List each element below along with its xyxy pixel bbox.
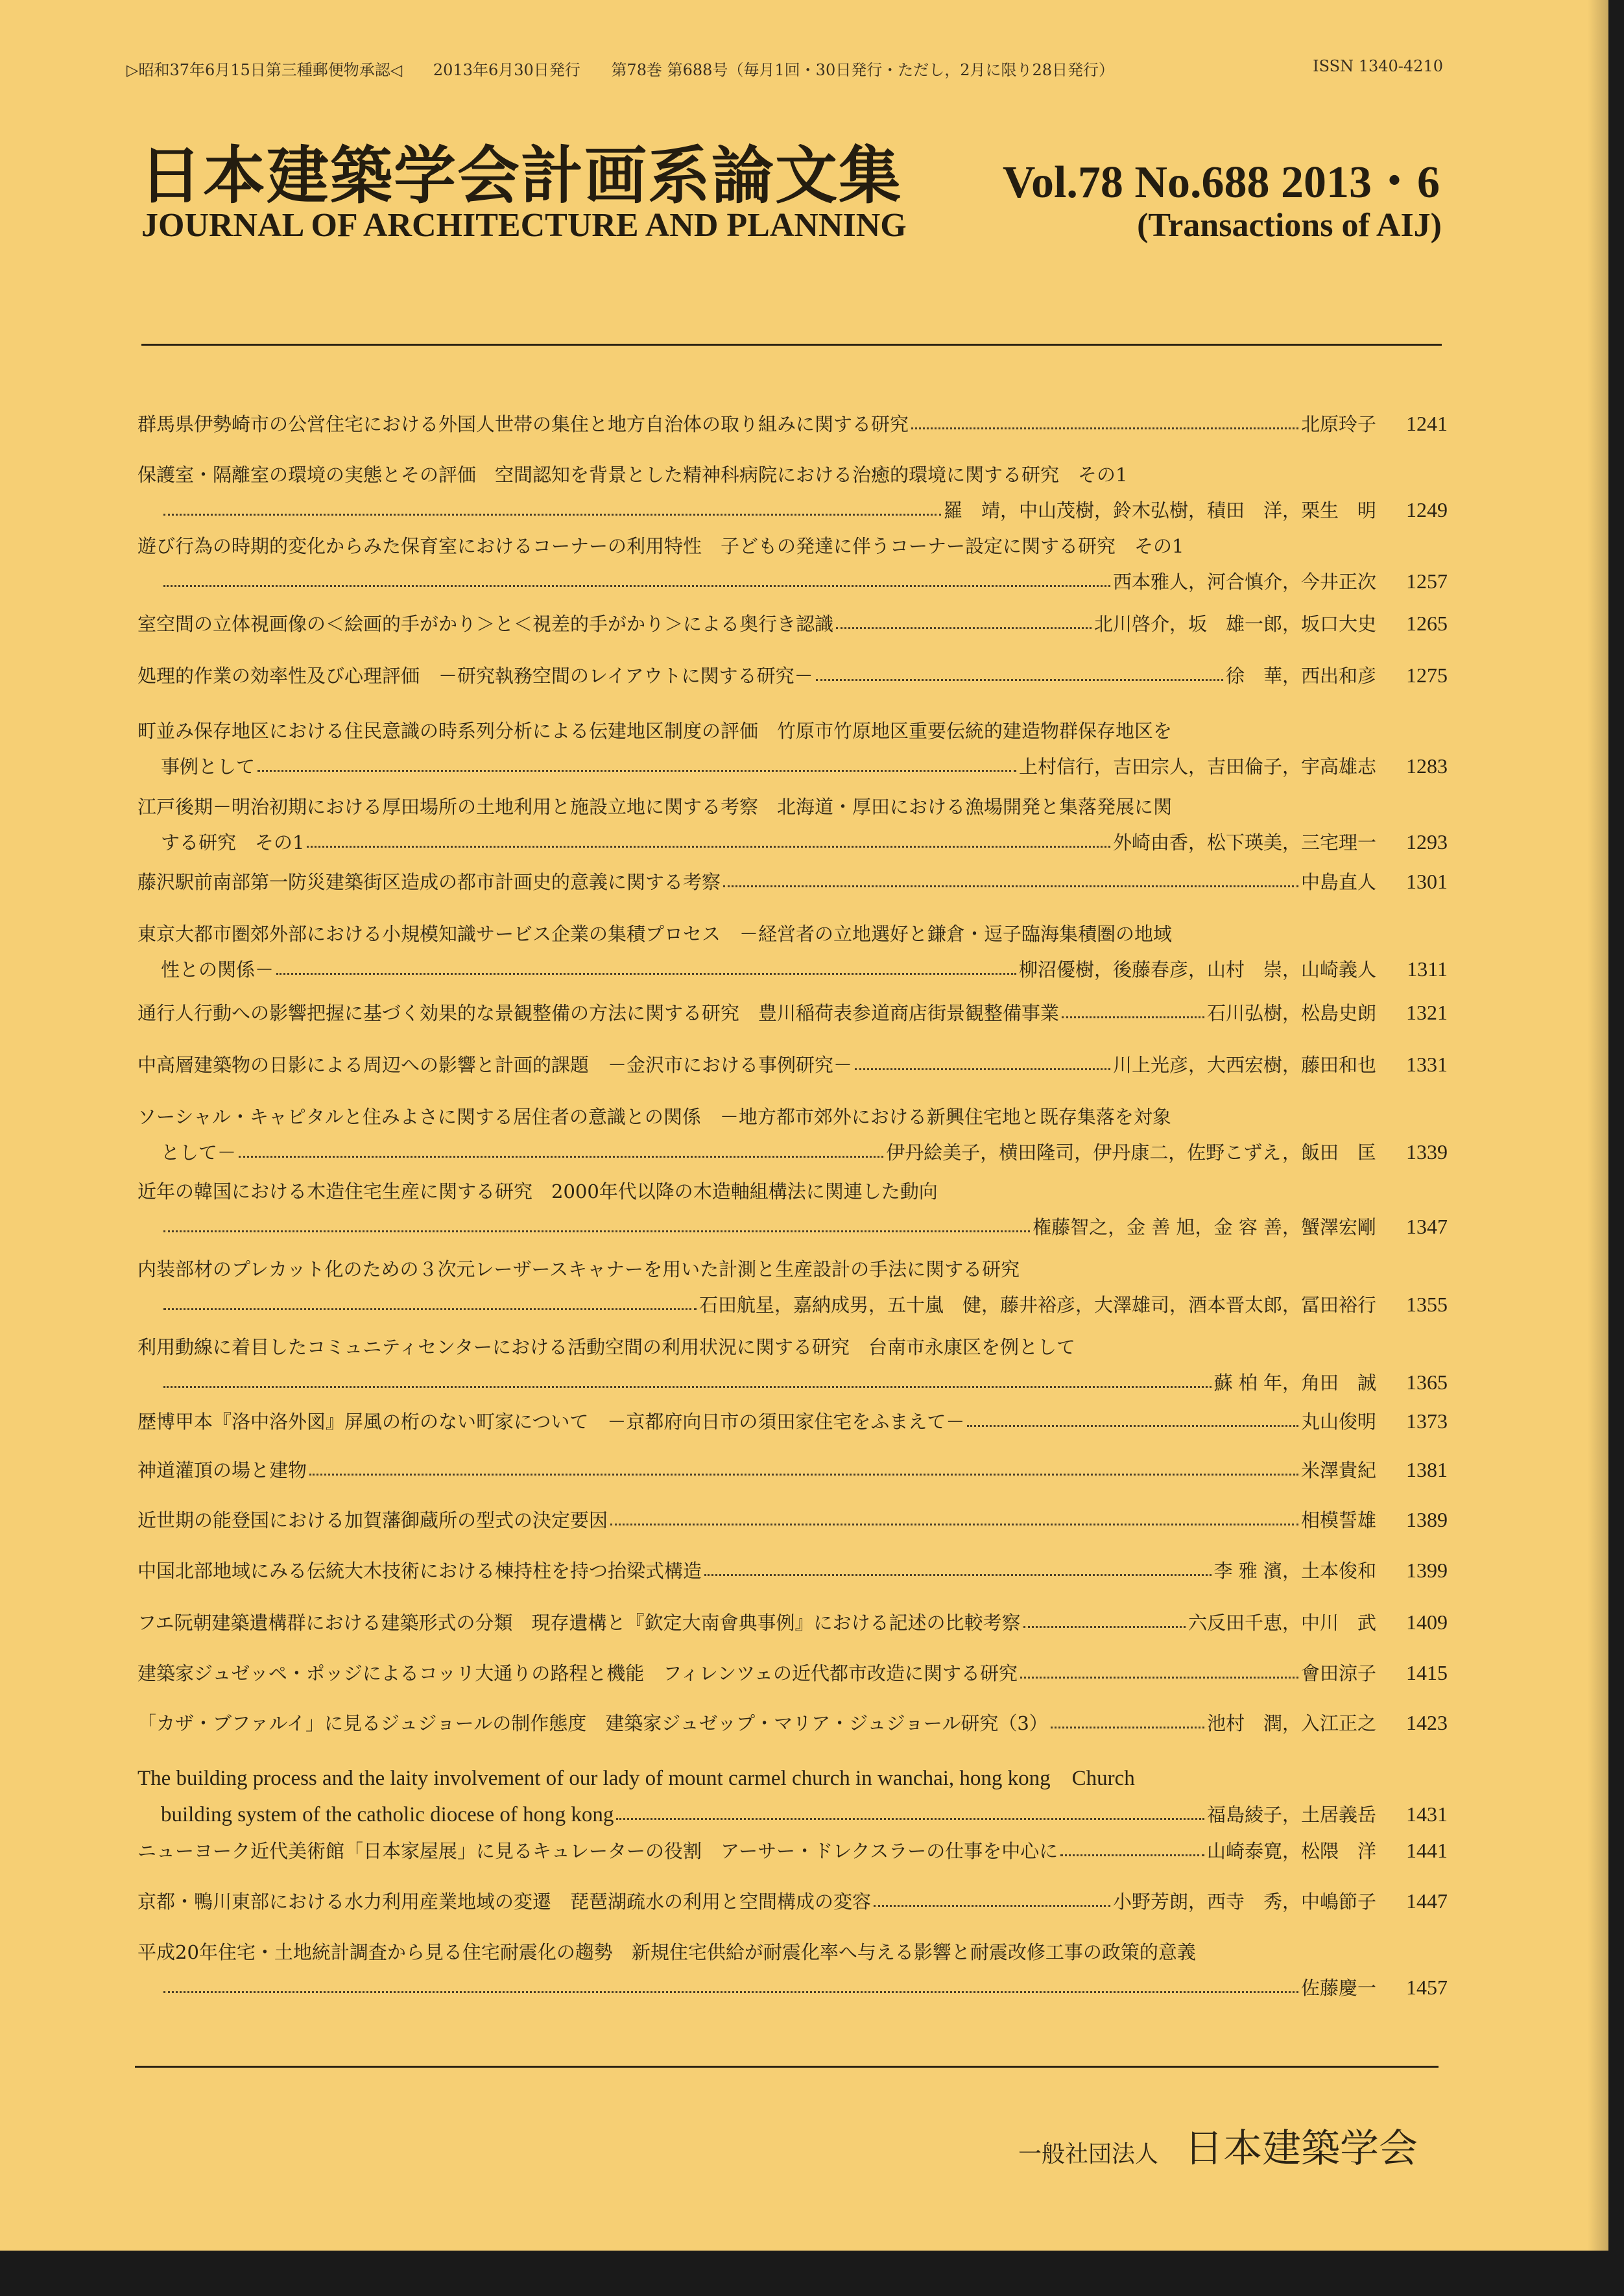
toc-entry-line [137, 1369, 1448, 1395]
journal-title-en [141, 206, 1442, 245]
toc-entry-line [137, 1800, 1448, 1827]
leader-dots [163, 514, 941, 516]
volume-number: Vol.78 No.688 2013・6 [1002, 158, 1440, 208]
toc-title: 遊び行為の時期的変化からみた保育室におけるコーナーの利用特性 子どもの発達に伴うコーナー設定に関する研究 その1 [137, 535, 1184, 557]
toc-entry [137, 1887, 1448, 1914]
toc-authors: 山崎泰寛，松隈 洋 [1206, 1840, 1376, 1862]
toc-entry-line [137, 1138, 1448, 1165]
toc-entry [137, 1456, 1448, 1483]
toc-entry [137, 1557, 1448, 1583]
header-line [126, 57, 1443, 80]
toc-page-number: 1457 [1406, 1976, 1448, 1999]
leader-dots [257, 770, 1016, 772]
journal-title-jp: 日本建築学会計画系論文集 [139, 139, 902, 212]
toc-title: 神道灌頂の場と建物 [137, 1459, 307, 1481]
toc-entry-line [137, 1887, 1448, 1914]
leader-dots [163, 1386, 1212, 1388]
toc-title: 利用動線に着目したコミュニティセンターにおける活動空間の利用状況に関する研究 台南市永康区を例として [137, 1336, 1075, 1358]
toc-page-number: 1389 [1406, 1508, 1448, 1531]
leader-dots [616, 1818, 1204, 1820]
toc-entry-line [137, 1456, 1448, 1483]
toc-entry-line [137, 793, 1448, 819]
toc-page-number: 1365 [1406, 1370, 1448, 1394]
toc-entry [137, 1709, 1448, 1736]
journal-title-en-main: JOURNAL OF ARCHITECTURE AND PLANNING [141, 207, 907, 244]
toc-authors: 徐 華，西出和彦 [1225, 665, 1376, 687]
toc-entry-line [137, 1761, 1448, 1791]
top-divider [141, 344, 1442, 346]
toc-entry-line [137, 717, 1448, 743]
toc-page-number: 1381 [1406, 1458, 1448, 1481]
toc-title: 平成20年住宅・土地統計調査から見る住宅耐震化の趨勢 新規住宅供給が耐震化率へ与える影響と耐震改修工事の政策的意義 [137, 1941, 1196, 1963]
toc-title-continued: として－ [161, 1142, 237, 1164]
leader-dots [1020, 1677, 1298, 1679]
toc-entry-line [137, 1291, 1448, 1317]
toc-authors: 羅 靖，中山茂樹，鈴木弘樹，積田 洋，栗生 明 [943, 499, 1376, 521]
leader-dots [163, 585, 1110, 587]
toc-title: 室空間の立体視画像の＜絵画的手がかり＞と＜視差的手がかり＞による奥行き認識 [137, 613, 834, 635]
toc-entry-line [137, 999, 1448, 1025]
journal-title-en-sub: (Transactions of AIJ) [1137, 207, 1442, 244]
toc-entry-line [137, 460, 1448, 487]
toc-entry [137, 1255, 1448, 1317]
toc-authors: 會田涼子 [1300, 1662, 1376, 1684]
leader-dots [874, 1905, 1110, 1907]
toc-page-number: 1431 [1406, 1802, 1448, 1826]
leader-dots [816, 679, 1223, 681]
leader-dots [307, 846, 1110, 848]
toc-entry-line [137, 496, 1448, 523]
title-row [139, 126, 1440, 215]
toc-title: 建築家ジュゼッペ・ポッジによるコッリ大通りの路程と機能 フィレンツェの近代都市改造に関する研究 [137, 1662, 1018, 1684]
toc-entry-line [137, 1177, 1448, 1204]
leader-dots [1051, 1727, 1204, 1728]
leader-dots [723, 885, 1298, 887]
toc-authors: 福島綾子，土居義岳 [1206, 1804, 1376, 1826]
leader-dots [911, 427, 1298, 429]
toc-entry [137, 410, 1448, 436]
toc-title: フエ阮朝建築遺構群における建築形式の分類 現存遺構と『欽定大南會典事例』における記述の比較考察 [137, 1612, 1021, 1634]
toc-page-number: 1265 [1406, 612, 1448, 635]
toc-title: 藤沢駅前南部第一防災建築街区造成の都市計画史的意義に関する考察 [137, 871, 721, 893]
toc-title: 近世期の能登国における加賀藩御蔵所の型式の決定要因 [137, 1509, 608, 1531]
bottom-divider [135, 2066, 1439, 2068]
toc-page-number: 1301 [1406, 870, 1448, 893]
toc-entry [137, 1761, 1448, 1827]
toc-title: The building process and the laity involvement of our lady of mount carmel church in wanchai, hong kong Church [137, 1767, 1135, 1790]
leader-dots [855, 1068, 1110, 1070]
toc-entry-line [137, 1659, 1448, 1686]
toc-entry-line [137, 1506, 1448, 1533]
toc-entry [137, 868, 1448, 894]
toc-page-number: 1311 [1407, 957, 1448, 981]
toc-title: 町並み保存地区における住民意識の時系列分析による伝建地区制度の評価 竹原市竹原地区重要伝統的建造物群保存地区を [137, 720, 1173, 742]
toc-entry [137, 1177, 1448, 1239]
toc-authors: 小野芳朗，西寺 秀，中嶋節子 [1112, 1891, 1376, 1913]
toc-page-number: 1339 [1406, 1140, 1448, 1164]
toc-entry-line [137, 532, 1448, 558]
toc-entry-line [137, 1974, 1448, 2000]
toc-page-number: 1441 [1406, 1839, 1448, 1862]
toc-page-number: 1409 [1406, 1610, 1448, 1634]
toc-entry-line [137, 868, 1448, 894]
toc-title: 中国北部地域にみる伝統大木技術における棟持柱を持つ抬梁式構造 [137, 1560, 702, 1582]
toc-authors: 伊丹絵美子，横田隆司，伊丹康二，佐野こずえ，飯田 匡 [886, 1142, 1376, 1164]
toc-entry-line [137, 1051, 1448, 1077]
toc-page-number: 1399 [1406, 1559, 1448, 1582]
leader-dots [163, 1308, 697, 1310]
toc-entry [137, 999, 1448, 1025]
toc-title: 群馬県伊勢崎市の公営住宅における外国人世帯の集住と地方自治体の取り組みに関する研究 [137, 413, 909, 435]
toc-title: 中高層建築物の日影による周辺への影響と計画的課題 －金沢市における事例研究－ [137, 1054, 853, 1076]
leader-dots [163, 1230, 1030, 1232]
toc-entry [137, 1506, 1448, 1533]
toc-page-number: 1447 [1406, 1889, 1448, 1913]
issue-date: 2013年6月30日発行 [433, 61, 580, 79]
toc-entry-line [137, 610, 1448, 636]
leader-dots [704, 1574, 1212, 1576]
toc-title: 保護室・隔離室の環境の実態とその評価 空間認知を背景とした精神科病院における治癒的環境に関する研究 その1 [137, 464, 1128, 486]
postal-approval: ▷昭和37年6月15日第三種郵便物承認◁ [126, 61, 403, 79]
toc-page-number: 1293 [1406, 830, 1448, 854]
toc-page-number: 1373 [1406, 1409, 1448, 1433]
toc-title-continued: する研究 その1 [161, 831, 305, 854]
toc-entry [137, 793, 1448, 855]
toc-entry [137, 1103, 1448, 1165]
toc-authors: 権藤智之，金 善 旭，金 容 善，蟹澤宏剛 [1033, 1216, 1376, 1238]
toc-title: 江戸後期－明治初期における厚田場所の土地利用と施設立地に関する考察 北海道・厚田における漁場開発と集落発展に関 [137, 796, 1173, 818]
toc-entry-line [137, 1938, 1448, 1965]
leader-dots [1023, 1626, 1186, 1628]
toc-authors: 中島直人 [1300, 871, 1376, 893]
toc-authors: 蘇 柏 年，角田 誠 [1213, 1372, 1376, 1394]
toc-page-number: 1331 [1406, 1053, 1448, 1076]
toc-page-number: 1423 [1406, 1711, 1448, 1734]
toc-entry-line [137, 410, 1448, 436]
leader-dots [309, 1474, 1298, 1476]
toc-entry [137, 717, 1448, 779]
toc-entry-line [137, 1213, 1448, 1239]
leader-dots [239, 1156, 883, 1158]
volume-info: 第78巻 第688号（毎月1回・30日発行・ただし，2月に限り28日発行） [611, 61, 1115, 79]
toc-entry [137, 1333, 1448, 1395]
toc-entry-line [137, 752, 1448, 779]
toc-entry-line [137, 1837, 1448, 1863]
header-left [126, 57, 1140, 80]
toc-authors: 石川弘樹，松島史朗 [1206, 1002, 1376, 1024]
toc-title: 京都・鴨川東部における水力利用産業地域の変遷 琵琶湖疏水の利用と空間構成の変容 [137, 1891, 872, 1913]
leader-dots [967, 1425, 1298, 1427]
toc-entry-line [137, 1407, 1448, 1434]
toc-title-continued: building system of the catholic diocese of hong kong [161, 1803, 614, 1826]
toc-entry-line [137, 955, 1448, 982]
leader-dots [610, 1524, 1298, 1525]
toc-entry-line [137, 568, 1448, 594]
toc-authors: 池村 潤，入江正之 [1206, 1712, 1376, 1734]
toc-entry-line [137, 828, 1448, 855]
toc-entry [137, 460, 1448, 523]
toc-authors: 川上光彦，大西宏樹，藤田和也 [1112, 1054, 1376, 1076]
toc-entry-line [137, 662, 1448, 688]
leader-dots [163, 1991, 1298, 1993]
toc-page-number: 1275 [1406, 664, 1448, 687]
toc-entry [137, 1938, 1448, 2000]
toc-entry [137, 1608, 1448, 1635]
page-edge [1588, 0, 1608, 2251]
toc-entry-line [137, 1103, 1448, 1129]
leader-dots [836, 627, 1092, 629]
toc-entry [137, 1407, 1448, 1434]
toc-title-continued: 性との関係－ [161, 959, 274, 981]
toc-authors: 六反田千恵，中川 武 [1188, 1612, 1376, 1634]
toc-authors: 外崎由香，松下瑛美，三宅理一 [1112, 831, 1376, 854]
toc-page-number: 1249 [1406, 498, 1448, 521]
toc-title: 「カザ・ブファルイ」に見るジュジョールの制作態度 建築家ジュゼップ・マリア・ジュジョール研究（3） [137, 1712, 1048, 1734]
toc-page-number: 1321 [1406, 1001, 1448, 1024]
toc-entry [137, 1837, 1448, 1863]
toc-entry [137, 1659, 1448, 1686]
toc-authors: 佐藤慶一 [1300, 1977, 1376, 1999]
toc-entry-line [137, 1608, 1448, 1635]
toc-entry [137, 920, 1448, 982]
toc-authors: 米澤貴紀 [1300, 1459, 1376, 1481]
toc-page-number: 1241 [1406, 412, 1448, 435]
toc-entry-line [137, 1709, 1448, 1736]
leader-dots [1060, 1854, 1204, 1856]
toc-title: 内装部材のプレカット化のための３次元レーザースキャナーを用いた計測と生産設計の手法に関する研究 [137, 1258, 1020, 1280]
toc-authors: 上村信行，吉田宗人，吉田倫子，宇高雄志 [1018, 756, 1376, 778]
toc-entry [137, 1051, 1448, 1077]
toc-authors: 柳沼優樹，後藤春彦，山村 崇，山崎義人 [1018, 959, 1376, 981]
toc-page-number: 1257 [1406, 569, 1448, 593]
publisher-kind: 一般社団法人 [1018, 2141, 1159, 2168]
publisher [1018, 2118, 1418, 2173]
issn: ISSN 1340-4210 [1313, 57, 1443, 75]
toc-entry-line [137, 1557, 1448, 1583]
toc-title: 歴博甲本『洛中洛外図』屏風の桁のない町家について －京都府向日市の須田家住宅をふまえて－ [137, 1411, 965, 1433]
publisher-name: 日本建築学会 [1184, 2126, 1418, 2171]
toc-entry [137, 610, 1448, 636]
toc-title: 処理的作業の効率性及び心理評価 －研究執務空間のレイアウトに関する研究－ [137, 665, 813, 687]
toc-entry-line [137, 920, 1448, 946]
toc-authors: 西本雅人，河合慎介，今井正次 [1112, 571, 1376, 593]
leader-dots [276, 973, 1016, 975]
toc-authors: 石田航星，嘉納成男，五十嵐 健，藤井裕彦，大澤雄司，酒本晋太郎，冨田裕行 [699, 1294, 1376, 1316]
toc-title-continued: 事例として [161, 756, 256, 778]
toc-authors: 相模誓雄 [1300, 1509, 1376, 1531]
toc-entry-line [137, 1333, 1448, 1359]
toc-entry-line [137, 1255, 1448, 1282]
toc-title: ニューヨーク近代美術館「日本家屋展」に見るキュレーターの役割 アーサー・ドレクスラーの仕事を中心に [137, 1840, 1058, 1862]
toc-title: 東京大都市圏郊外部における小規模知識サービス企業の集積プロセス －経営者の立地選好と鎌倉・逗子臨海集積圏の地域 [137, 923, 1173, 945]
toc-authors: 北川啓介，坂 雄一郎，坂口大史 [1093, 613, 1376, 635]
toc-page-number: 1355 [1406, 1293, 1448, 1316]
toc-entry [137, 662, 1448, 688]
toc-authors: 北原玲子 [1300, 413, 1376, 435]
toc-page-number: 1347 [1406, 1215, 1448, 1238]
toc-title: 通行人行動への影響把握に基づく効果的な景観整備の方法に関する研究 豊川稲荷表参道商店街景観整備事業 [137, 1002, 1060, 1024]
toc-title: ソーシャル・キャピタルと住みよさに関する居住者の意識との関係 －地方都市郊外における新興住宅地と既存集落を対象 [137, 1106, 1171, 1128]
toc-authors: 李 雅 濱，土本俊和 [1213, 1560, 1376, 1582]
toc-entry [137, 532, 1448, 594]
leader-dots [1062, 1016, 1204, 1018]
toc-page-number: 1415 [1406, 1661, 1448, 1684]
toc-page-number: 1283 [1406, 754, 1448, 778]
toc-authors: 丸山俊明 [1300, 1411, 1376, 1433]
toc-title: 近年の韓国における木造住宅生産に関する研究 2000年代以降の木造軸組構法に関連した動向 [137, 1180, 938, 1202]
